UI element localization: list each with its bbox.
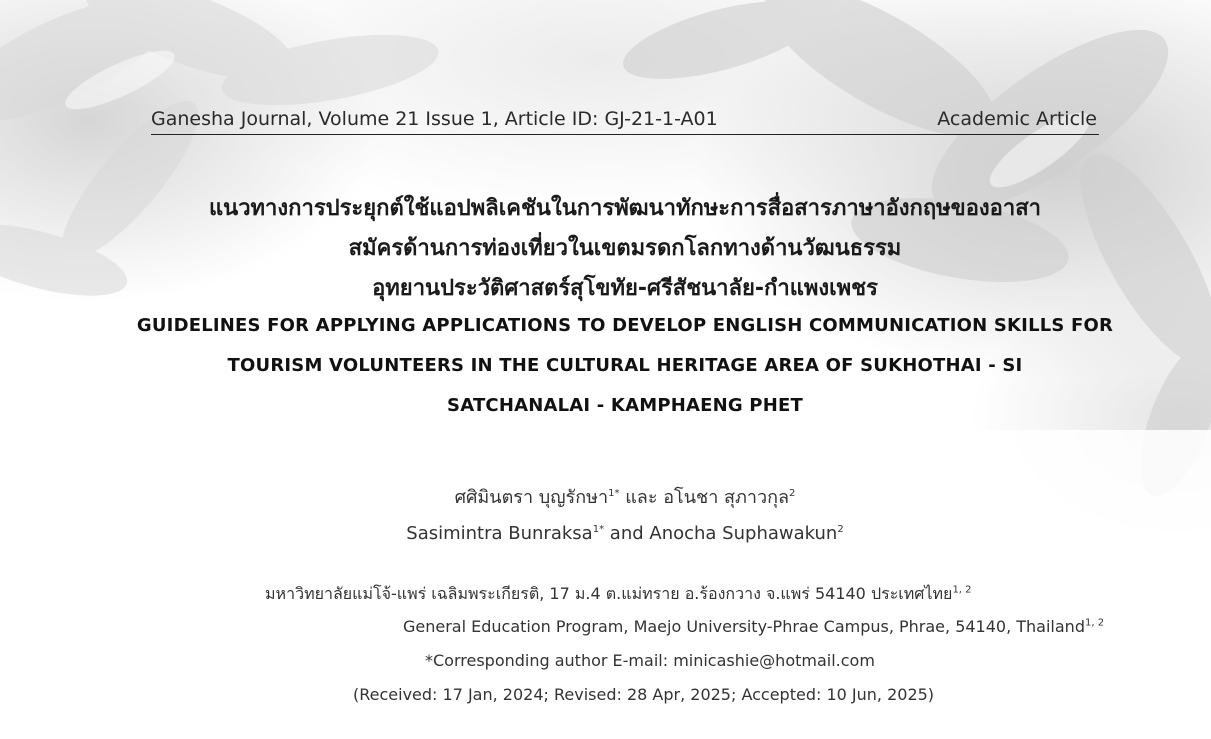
english-affiliation-sup: 1, 2: [1084, 617, 1105, 629]
english-conjunction: and: [604, 523, 650, 544]
english-title-line-2: TOURISM VOLUNTEERS IN THE CULTURAL HERITAGE AREA OF SUKHOTHAI - SI: [227, 355, 1023, 376]
english-title-line-3: SATCHANALAI - KAMPHAENG PHET: [447, 395, 803, 416]
thai-affiliation: [265, 582, 972, 607]
english-author-2: Anocha Suphawakun: [649, 523, 838, 544]
thai-author-1-sup: 1*: [608, 488, 620, 499]
english-affiliation-text: General Education Program, Maejo University-Phrae Campus, Phrae, 54140, Thailand: [403, 617, 1085, 636]
english-affiliation: [403, 617, 1104, 636]
thai-conjunction: และ: [619, 487, 664, 508]
thai-author-1: ศศิมินตรา บุญรักษา: [454, 487, 609, 508]
corresponding-author-email: *Corresponding author E-mail: minicashie@hotmail.com: [425, 651, 875, 670]
thai-title-line-3: อุทยานประวัติศาสตร์สุโขทัย-ศรีสัชนาลัย-กำแพงเพชร: [372, 276, 878, 301]
thai-affiliation-sup: 1, 2: [952, 584, 972, 596]
journal-header: [151, 106, 1099, 135]
thai-author-2: อโนชา สุภาวกุล: [663, 487, 790, 508]
thai-authors: [200, 482, 1050, 511]
english-author-2-sup: 2: [837, 524, 844, 535]
english-title-line-1: GUIDELINES FOR APPLYING APPLICATIONS TO DEVELOP ENGLISH COMMUNICATION SKILLS FOR: [136, 315, 1114, 336]
article-type: Academic Article: [937, 108, 1097, 130]
thai-affiliation-text: มหาวิทยาลัยแม่โจ้-แพร่ เฉลิมพระเกียรติ, 17 ม.4 ต.แม่ทราย อ.ร้องกวาง จ.แพร่ 54140 ประเทศไทย: [265, 584, 953, 603]
journal-citation: Ganesha Journal, Volume 21 Issue 1, Article ID: GJ-21-1-A01: [151, 108, 718, 130]
thai-title-line-1: แนวทางการประยุกต์ใช้แอปพลิเคชันในการพัฒนาทักษะการสื่อสารภาษาอังกฤษของอาสา: [208, 196, 1042, 221]
english-author-1: Sasimintra Bunraksa: [406, 523, 593, 544]
thai-author-2-sup: 2: [789, 488, 796, 499]
english-author-1-sup: 1*: [592, 524, 605, 535]
english-authors: [200, 523, 1050, 544]
thai-title-line-2: สมัครด้านการท่องเที่ยวในเขตมรดกโลกทางด้านวัฒนธรรม: [348, 236, 902, 261]
article-dates: (Received: 17 Jan, 2024; Revised: 28 Apr, 2025; Accepted: 10 Jun, 2025): [353, 685, 935, 704]
